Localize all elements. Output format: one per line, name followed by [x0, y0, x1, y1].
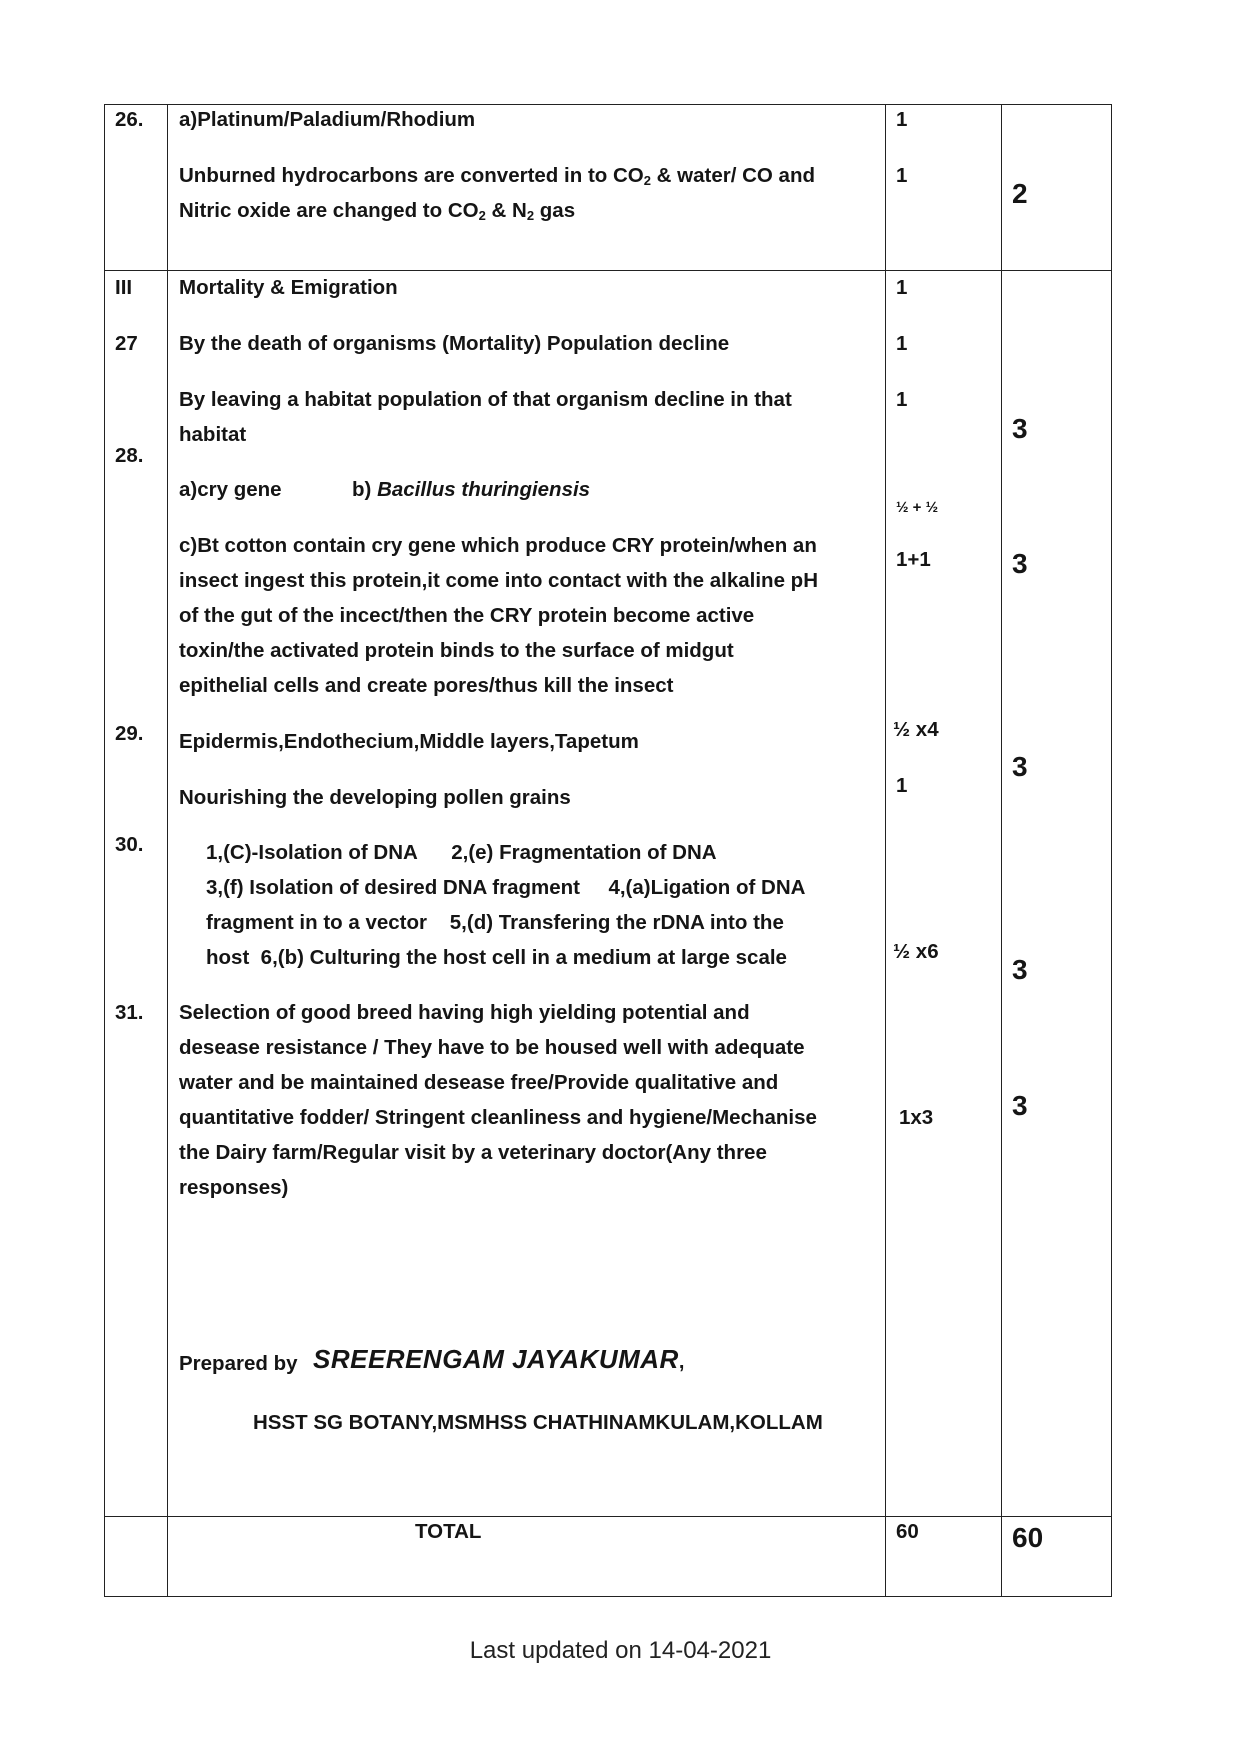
total-score: 3 — [1012, 954, 1028, 985]
answer-line: 3,(f) Isolation of desired DNA fragment 4,(a)Ligation of DNA — [206, 876, 806, 899]
answer-line: Nitric oxide are changed to $CO_2$ & $N_2$ gas — [179, 199, 576, 223]
mark-value: 1 — [896, 276, 908, 299]
answer-line: b) Bacillus thuringiensis — [352, 478, 591, 501]
question-number: 30. — [115, 833, 144, 856]
answer-line: By the death of organisms (Mortality) Population decline — [179, 332, 730, 355]
table-border-right — [1111, 104, 1112, 1597]
question-number: 29. — [115, 722, 144, 745]
grand-total: 60 — [1012, 1522, 1044, 1553]
answer-line: 1,(C)-Isolation of DNA 2,(e) Fragmentation of DNA — [206, 841, 717, 864]
total-marks: 60 — [896, 1520, 919, 1543]
answer-line: water and be maintained desease free/Provide qualitative and — [179, 1071, 779, 1094]
table-border-bottom — [104, 1596, 1112, 1597]
question-number: 28. — [115, 444, 144, 467]
last-updated-footer: Last updated on 14-04-2021 — [469, 1637, 772, 1664]
question-number: 31. — [115, 1001, 144, 1024]
answer-line: fragment in to a vector 5,(d) Transfering the rDNA into the — [206, 911, 784, 934]
total-score: 3 — [1012, 751, 1028, 782]
answer-line: toxin/the activated protein binds to the surface of midgut — [179, 639, 734, 662]
answer-line: Epidermis,Endothecium,Middle layers,Tapetum — [179, 730, 639, 753]
total-score: 3 — [1012, 548, 1028, 579]
question-number: 27 — [115, 332, 138, 355]
mark-value: 1+1 — [896, 548, 931, 571]
table-divider-number — [167, 104, 168, 1597]
mark-value: 1 — [896, 774, 908, 797]
mark-value: ½ x6 — [893, 940, 939, 963]
author-name: SREERENGAM JAYAKUMAR, — [313, 1344, 685, 1374]
total-score: 3 — [1012, 1090, 1028, 1121]
answer-line: c)Bt cotton contain cry gene which produce CRY protein/when an — [179, 534, 817, 557]
mark-value: 1 — [896, 332, 908, 355]
mark-value: ½ x4 — [893, 718, 939, 741]
answer-line: By leaving a habitat population of that organism decline in that — [179, 388, 792, 411]
answer-line: insect ingest this protein,it come into contact with the alkaline pH — [179, 569, 819, 592]
mark-value: 1x3 — [899, 1106, 934, 1129]
answer-line: Unburned hydrocarbons are converted in to $CO_2$ & water/ CO and — [179, 164, 816, 188]
total-score: 2 — [1012, 178, 1028, 209]
answer-line: Mortality & Emigration — [179, 276, 398, 299]
question-number: 26. — [115, 108, 144, 131]
total-label: TOTAL — [415, 1520, 482, 1543]
answer-line: Selection of good breed having high yielding potential and — [179, 1001, 750, 1024]
total-score: 3 — [1012, 413, 1028, 444]
answer-line: the Dairy farm/Regular visit by a veterinary doctor(Any three — [179, 1141, 767, 1164]
answer-line: host 6,(b) Culturing the host cell in a medium at large scale — [206, 946, 787, 969]
prepared-by-label: Prepared by — [179, 1352, 298, 1375]
answer-line: epithelial cells and create pores/thus kill the insect — [179, 674, 674, 697]
mark-value: 1 — [896, 108, 908, 131]
table-border-left — [104, 104, 105, 1597]
table-row-divider-total — [104, 1516, 1112, 1517]
answer-line: responses) — [179, 1176, 289, 1199]
table-divider-score — [1001, 104, 1002, 1597]
answer-line: Nourishing the developing pollen grains — [179, 786, 571, 809]
author-designation: HSST SG BOTANY,MSMHSS CHATHINAMKULAM,KOLLAM — [253, 1411, 823, 1434]
mark-value: 1 — [896, 164, 908, 187]
section-number: III — [115, 276, 133, 299]
answer-line: desease resistance / They have to be housed well with adequate — [179, 1036, 805, 1059]
table-divider-answer — [885, 104, 886, 1597]
answer-line: quantitative fodder/ Stringent cleanliness and hygiene/Mechanise — [179, 1106, 817, 1129]
mark-value: 1 — [896, 388, 908, 411]
answer-line: a)cry gene — [179, 478, 282, 501]
answer-line: of the gut of the incect/then the CRY protein become active — [179, 604, 755, 627]
answer-line: a)Platinum/Paladium/Rhodium — [179, 108, 476, 131]
mark-value: ½ + ½ — [896, 499, 939, 516]
answer-line: habitat — [179, 423, 247, 446]
